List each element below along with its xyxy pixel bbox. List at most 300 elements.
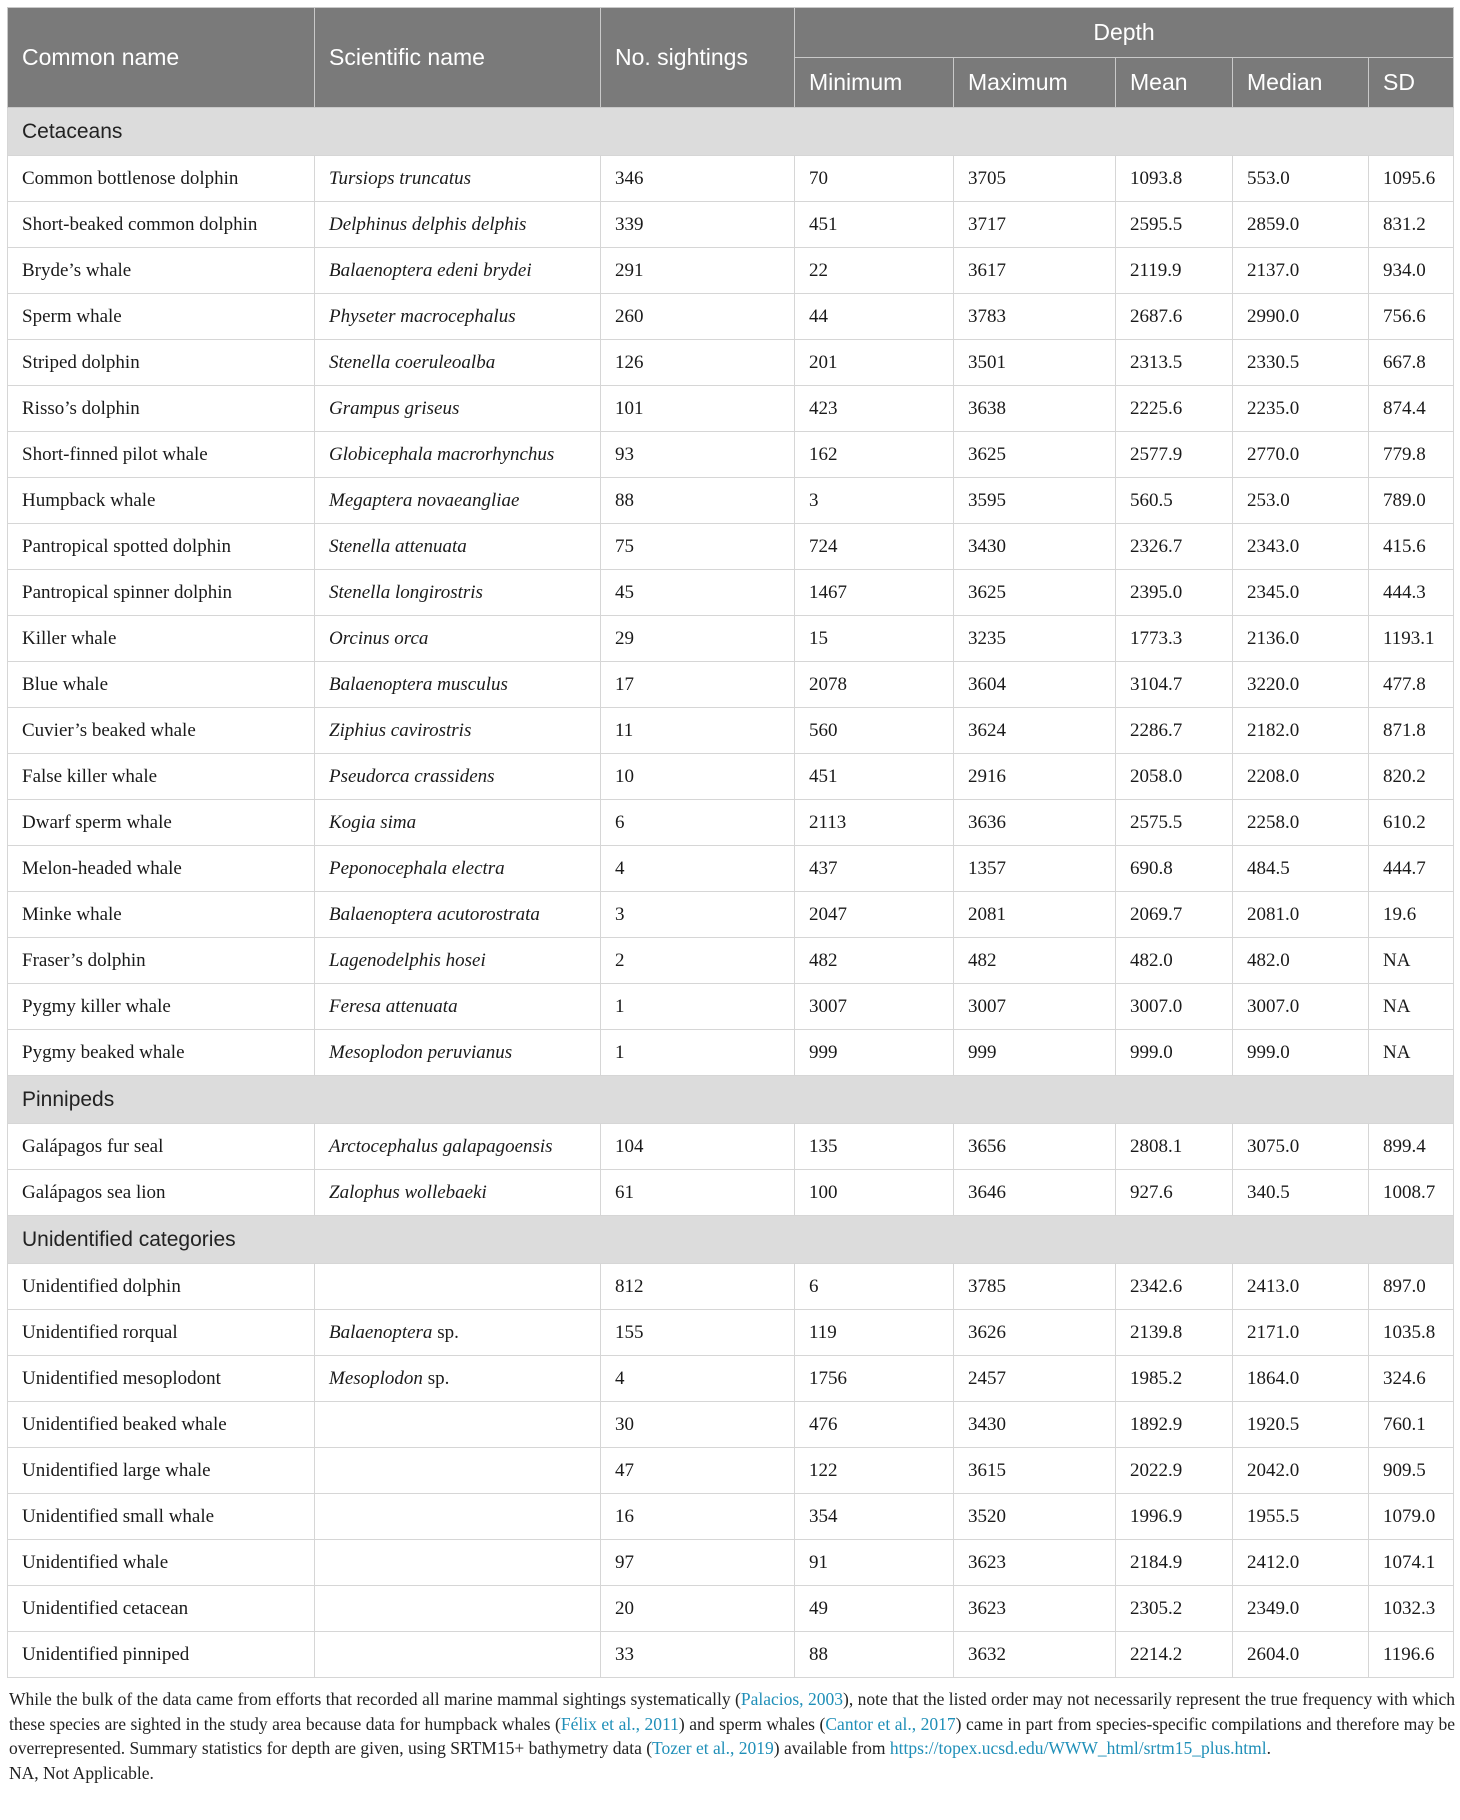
cell-sightings: 33 (601, 1632, 795, 1678)
cell-common-name: Unidentified rorqual (8, 1310, 315, 1356)
cell-maximum: 3501 (954, 340, 1116, 386)
scientific-name-italic: Kogia sima (329, 811, 417, 833)
cell-sightings: 126 (601, 340, 795, 386)
scientific-name-italic: Zalophus wollebaeki (329, 1181, 487, 1203)
table-container (7, 7, 1456, 1785)
cell-maximum: 2916 (954, 754, 1116, 800)
cell-sightings: 104 (601, 1124, 795, 1170)
cell-median: 2136.0 (1233, 616, 1369, 662)
cell-common-name: Galápagos sea lion (8, 1170, 315, 1216)
scientific-name-italic: Megaptera novaeangliae (329, 489, 520, 511)
cell-minimum: 451 (795, 202, 954, 248)
cell-sightings: 47 (601, 1448, 795, 1494)
table-row (8, 892, 1454, 938)
cell-minimum: 100 (795, 1170, 954, 1216)
cell-median: 1920.5 (1233, 1402, 1369, 1448)
table-row (8, 1170, 1454, 1216)
cell-scientific-name (315, 1540, 601, 1586)
scientific-name-italic: Feresa attenuata (329, 995, 458, 1017)
section-row (8, 1216, 1454, 1264)
cell-common-name: Pygmy killer whale (8, 984, 315, 1030)
cell-minimum: 22 (795, 248, 954, 294)
cell-minimum: 451 (795, 754, 954, 800)
cell-mean: 927.6 (1116, 1170, 1233, 1216)
cell-maximum: 3615 (954, 1448, 1116, 1494)
cell-median: 3007.0 (1233, 984, 1369, 1030)
cell-sd: 415.6 (1369, 524, 1454, 570)
cell-sd: 610.2 (1369, 800, 1454, 846)
cell-sd: 909.5 (1369, 1448, 1454, 1494)
table-row (8, 294, 1454, 340)
header-median: Median (1233, 58, 1369, 108)
cell-median: 553.0 (1233, 156, 1369, 202)
cell-sightings: 11 (601, 708, 795, 754)
cell-sightings: 88 (601, 478, 795, 524)
cell-common-name: Sperm whale (8, 294, 315, 340)
cell-sd: 1095.6 (1369, 156, 1454, 202)
scientific-name-italic: Mesoplodon peruvianus (329, 1041, 513, 1063)
cell-median: 3220.0 (1233, 662, 1369, 708)
cell-median: 340.5 (1233, 1170, 1369, 1216)
cell-maximum: 3617 (954, 248, 1116, 294)
cell-sd: 19.6 (1369, 892, 1454, 938)
cell-minimum: 482 (795, 938, 954, 984)
cell-maximum: 2081 (954, 892, 1116, 938)
header-mean: Mean (1116, 58, 1233, 108)
table-row (8, 570, 1454, 616)
cell-sd: 779.8 (1369, 432, 1454, 478)
scientific-name-suffix: sp. (432, 1321, 459, 1343)
scientific-name-italic: Pseudorca crassidens (329, 765, 495, 787)
scientific-name-italic: Ziphius cavirostris (329, 719, 472, 741)
scientific-name-italic: Arctocephalus galapagoensis (329, 1135, 553, 1157)
cell-sd: 874.4 (1369, 386, 1454, 432)
cell-sd: 1008.7 (1369, 1170, 1454, 1216)
cell-maximum: 3632 (954, 1632, 1116, 1678)
cell-minimum: 999 (795, 1030, 954, 1076)
cell-common-name: Unidentified mesoplodont (8, 1356, 315, 1402)
cell-sd: 871.8 (1369, 708, 1454, 754)
cell-scientific-name (315, 708, 601, 754)
section-title: Cetaceans (8, 108, 1454, 156)
ref-palacios-link[interactable]: Palacios, 2003 (740, 1689, 844, 1709)
header-scientific-name: Scientific name (315, 8, 601, 108)
cell-sightings: 16 (601, 1494, 795, 1540)
cell-sightings: 75 (601, 524, 795, 570)
cell-common-name: Killer whale (8, 616, 315, 662)
cell-common-name: Dwarf sperm whale (8, 800, 315, 846)
cell-maximum: 3705 (954, 156, 1116, 202)
cell-common-name: Minke whale (8, 892, 315, 938)
cell-sightings: 6 (601, 800, 795, 846)
cell-mean: 2184.9 (1116, 1540, 1233, 1586)
cell-maximum: 1357 (954, 846, 1116, 892)
cell-sd: 760.1 (1369, 1402, 1454, 1448)
cell-maximum: 3430 (954, 524, 1116, 570)
ref-tozer-link[interactable]: Tozer et al., 2019 (652, 1738, 774, 1758)
cell-sightings: 20 (601, 1586, 795, 1632)
cell-minimum: 354 (795, 1494, 954, 1540)
cell-sd: 831.2 (1369, 202, 1454, 248)
cell-common-name: False killer whale (8, 754, 315, 800)
cell-sd: 667.8 (1369, 340, 1454, 386)
cell-mean: 2395.0 (1116, 570, 1233, 616)
cell-median: 2171.0 (1233, 1310, 1369, 1356)
cell-scientific-name (315, 1264, 601, 1310)
cell-mean: 1093.8 (1116, 156, 1233, 202)
cell-sd: 324.6 (1369, 1356, 1454, 1402)
cell-sd: 820.2 (1369, 754, 1454, 800)
scientific-name-italic: Stenella attenuata (329, 535, 467, 557)
cell-median: 253.0 (1233, 478, 1369, 524)
cell-maximum: 3604 (954, 662, 1116, 708)
cell-sd: 1032.3 (1369, 1586, 1454, 1632)
cell-maximum: 3430 (954, 1402, 1116, 1448)
cell-minimum: 201 (795, 340, 954, 386)
cell-sightings: 812 (601, 1264, 795, 1310)
cell-common-name: Fraser’s dolphin (8, 938, 315, 984)
cell-sightings: 61 (601, 1170, 795, 1216)
table-row (8, 938, 1454, 984)
cell-minimum: 162 (795, 432, 954, 478)
cell-sightings: 155 (601, 1310, 795, 1356)
cell-sd: 756.6 (1369, 294, 1454, 340)
cell-minimum: 44 (795, 294, 954, 340)
cell-maximum: 3623 (954, 1540, 1116, 1586)
cell-minimum: 122 (795, 1448, 954, 1494)
cell-sd: 897.0 (1369, 1264, 1454, 1310)
cell-mean: 2595.5 (1116, 202, 1233, 248)
srtm15-url-link[interactable]: https://topex.ucsd.edu/WWW_html/srtm15_plus.html (889, 1738, 1267, 1758)
cell-sightings: 346 (601, 156, 795, 202)
cell-median: 2258.0 (1233, 800, 1369, 846)
cell-common-name: Pygmy beaked whale (8, 1030, 315, 1076)
table-footnote (7, 1687, 1457, 1785)
cell-sd: NA (1369, 1030, 1454, 1076)
cell-maximum: 3785 (954, 1264, 1116, 1310)
scientific-name-italic: Globicephala macrorhynchus (329, 443, 555, 465)
cell-mean: 1996.9 (1116, 1494, 1233, 1540)
cell-common-name: Short-finned pilot whale (8, 432, 315, 478)
cell-scientific-name (315, 1402, 601, 1448)
cell-maximum: 3007 (954, 984, 1116, 1030)
ref-felix-link[interactable]: Félix et al., 2011 (560, 1713, 679, 1734)
cell-maximum: 3235 (954, 616, 1116, 662)
table-row (8, 156, 1454, 202)
cell-mean: 1985.2 (1116, 1356, 1233, 1402)
cell-common-name: Pantropical spotted dolphin (8, 524, 315, 570)
cell-scientific-name (315, 386, 601, 432)
cell-scientific-name (315, 1170, 601, 1216)
cell-minimum: 437 (795, 846, 954, 892)
cell-sightings: 291 (601, 248, 795, 294)
cell-scientific-name (315, 1586, 601, 1632)
cell-maximum: 3783 (954, 294, 1116, 340)
cell-sightings: 93 (601, 432, 795, 478)
cell-common-name: Blue whale (8, 662, 315, 708)
cell-mean: 482.0 (1116, 938, 1233, 984)
cell-maximum: 3646 (954, 1170, 1116, 1216)
cell-scientific-name (315, 294, 601, 340)
cell-scientific-name (315, 478, 601, 524)
section-title: Pinnipeds (8, 1076, 1454, 1124)
cell-sd: 789.0 (1369, 478, 1454, 524)
cell-median: 2990.0 (1233, 294, 1369, 340)
cell-scientific-name (315, 616, 601, 662)
scientific-name-italic: Tursiops truncatus (329, 167, 472, 189)
cell-sightings: 1 (601, 1030, 795, 1076)
table-row (8, 754, 1454, 800)
cell-maximum: 999 (954, 1030, 1116, 1076)
scientific-name-italic: Balaenoptera musculus (329, 673, 508, 695)
cell-minimum: 3 (795, 478, 954, 524)
cell-mean: 2305.2 (1116, 1586, 1233, 1632)
cell-maximum: 3625 (954, 432, 1116, 478)
table-row (8, 616, 1454, 662)
cell-common-name: Risso’s dolphin (8, 386, 315, 432)
cell-common-name: Bryde’s whale (8, 248, 315, 294)
cell-median: 2604.0 (1233, 1632, 1369, 1678)
header-sd: SD (1369, 58, 1454, 108)
cell-median: 2412.0 (1233, 1540, 1369, 1586)
scientific-name-italic: Mesoplodon (329, 1367, 423, 1389)
cell-maximum: 3636 (954, 800, 1116, 846)
cell-minimum: 70 (795, 156, 954, 202)
cell-mean: 999.0 (1116, 1030, 1233, 1076)
cell-minimum: 1756 (795, 1356, 954, 1402)
cell-scientific-name (315, 248, 601, 294)
cell-scientific-name (315, 340, 601, 386)
cell-median: 2137.0 (1233, 248, 1369, 294)
cell-scientific-name (315, 1030, 601, 1076)
footnote-text: ), note that the listed order may not necessarily represent the true frequency with which these species are sighted in the study area because data for humpback whales ( (9, 1689, 1455, 1734)
cell-maximum: 3656 (954, 1124, 1116, 1170)
cell-minimum: 49 (795, 1586, 954, 1632)
cell-sightings: 4 (601, 1356, 795, 1402)
scientific-name-italic: Orcinus orca (329, 627, 429, 649)
table-row (8, 1030, 1454, 1076)
cell-scientific-name (315, 1632, 601, 1678)
cell-scientific-name (315, 984, 601, 1030)
cell-maximum: 3717 (954, 202, 1116, 248)
table-row (8, 1402, 1454, 1448)
cell-sightings: 45 (601, 570, 795, 616)
cell-common-name: Striped dolphin (8, 340, 315, 386)
scientific-name-italic: Grampus griseus (329, 397, 460, 419)
table-row (8, 1632, 1454, 1678)
cell-scientific-name (315, 846, 601, 892)
cell-median: 2859.0 (1233, 202, 1369, 248)
cell-scientific-name (315, 570, 601, 616)
cell-minimum: 91 (795, 1540, 954, 1586)
table-row (8, 708, 1454, 754)
cell-median: 2413.0 (1233, 1264, 1369, 1310)
cell-sd: 1035.8 (1369, 1310, 1454, 1356)
cell-mean: 2342.6 (1116, 1264, 1233, 1310)
table-row (8, 432, 1454, 478)
cell-common-name: Unidentified pinniped (8, 1632, 315, 1678)
cell-common-name: Unidentified large whale (8, 1448, 315, 1494)
cell-sd: NA (1369, 984, 1454, 1030)
sightings-depth-table (7, 7, 1454, 1678)
cell-minimum: 3007 (795, 984, 954, 1030)
cell-common-name: Unidentified whale (8, 1540, 315, 1586)
cell-scientific-name (315, 938, 601, 984)
cell-mean: 2214.2 (1116, 1632, 1233, 1678)
scientific-name-italic: Balaenoptera edeni brydei (329, 259, 532, 281)
footnote-text: . (1266, 1738, 1271, 1758)
cell-minimum: 476 (795, 1402, 954, 1448)
na-note: NA, Not Applicable. (9, 1762, 154, 1783)
cell-mean: 3007.0 (1116, 984, 1233, 1030)
cell-sightings: 2 (601, 938, 795, 984)
table-row (8, 1494, 1454, 1540)
cell-median: 1864.0 (1233, 1356, 1369, 1402)
footnote-text: ) available from (773, 1738, 890, 1758)
cell-scientific-name (315, 662, 601, 708)
scientific-name-italic: Stenella longirostris (329, 581, 483, 603)
cell-mean: 690.8 (1116, 846, 1233, 892)
scientific-name-italic: Lagenodelphis hosei (329, 949, 486, 971)
table-row (8, 984, 1454, 1030)
cell-minimum: 2113 (795, 800, 954, 846)
cell-minimum: 560 (795, 708, 954, 754)
cell-maximum: 3626 (954, 1310, 1116, 1356)
cell-median: 999.0 (1233, 1030, 1369, 1076)
scientific-name-italic: Stenella coeruleoalba (329, 351, 496, 373)
cell-median: 2081.0 (1233, 892, 1369, 938)
cell-sightings: 17 (601, 662, 795, 708)
table-row (8, 1540, 1454, 1586)
footnote-text: While the bulk of the data came from efforts that recorded all marine mammal sightings systematically ( (9, 1689, 741, 1709)
cell-maximum: 3624 (954, 708, 1116, 754)
table-row (8, 248, 1454, 294)
table-row (8, 1356, 1454, 1402)
header-maximum: Maximum (954, 58, 1116, 108)
table-row (8, 800, 1454, 846)
cell-common-name: Cuvier’s beaked whale (8, 708, 315, 754)
cell-sightings: 260 (601, 294, 795, 340)
cell-mean: 2577.9 (1116, 432, 1233, 478)
cell-mean: 2808.1 (1116, 1124, 1233, 1170)
cell-mean: 2058.0 (1116, 754, 1233, 800)
cell-scientific-name (315, 800, 601, 846)
cell-scientific-name (315, 524, 601, 570)
cell-mean: 2119.9 (1116, 248, 1233, 294)
cell-median: 484.5 (1233, 846, 1369, 892)
cell-common-name: Galápagos fur seal (8, 1124, 315, 1170)
cell-sightings: 30 (601, 1402, 795, 1448)
cell-median: 2349.0 (1233, 1586, 1369, 1632)
scientific-name-suffix: sp. (422, 1367, 450, 1389)
cell-maximum: 3625 (954, 570, 1116, 616)
cell-common-name: Unidentified cetacean (8, 1586, 315, 1632)
cell-maximum: 3520 (954, 1494, 1116, 1540)
section-title: Unidentified categories (8, 1216, 1454, 1264)
scientific-name-italic: Balaenoptera acutorostrata (329, 903, 540, 925)
cell-mean: 2313.5 (1116, 340, 1233, 386)
cell-sd: 444.3 (1369, 570, 1454, 616)
cell-sd: 1196.6 (1369, 1632, 1454, 1678)
cell-median: 2042.0 (1233, 1448, 1369, 1494)
header-sightings: No. sightings (601, 8, 795, 108)
cell-scientific-name (315, 202, 601, 248)
cell-median: 482.0 (1233, 938, 1369, 984)
cell-scientific-name (315, 156, 601, 202)
cell-median: 1955.5 (1233, 1494, 1369, 1540)
cell-sd: 899.4 (1369, 1124, 1454, 1170)
cell-median: 2345.0 (1233, 570, 1369, 616)
cell-sd: NA (1369, 938, 1454, 984)
footnote-text: ) and sperm whales ( (678, 1713, 826, 1734)
cell-mean: 2687.6 (1116, 294, 1233, 340)
cell-minimum: 119 (795, 1310, 954, 1356)
cell-sightings: 101 (601, 386, 795, 432)
cell-common-name: Pantropical spinner dolphin (8, 570, 315, 616)
cell-scientific-name (315, 432, 601, 478)
cell-scientific-name (315, 1124, 601, 1170)
cell-sd: 1074.1 (1369, 1540, 1454, 1586)
section-row (8, 1076, 1454, 1124)
cell-mean: 3104.7 (1116, 662, 1233, 708)
cell-sd: 1193.1 (1369, 616, 1454, 662)
cell-sd: 1079.0 (1369, 1494, 1454, 1540)
cell-minimum: 6 (795, 1264, 954, 1310)
cell-maximum: 3638 (954, 386, 1116, 432)
cell-mean: 560.5 (1116, 478, 1233, 524)
cell-maximum: 3623 (954, 1586, 1116, 1632)
cell-scientific-name (315, 1310, 601, 1356)
section-row (8, 108, 1454, 156)
cell-maximum: 482 (954, 938, 1116, 984)
cell-sd: 477.8 (1369, 662, 1454, 708)
cell-common-name: Common bottlenose dolphin (8, 156, 315, 202)
table-row (8, 1124, 1454, 1170)
cell-median: 2770.0 (1233, 432, 1369, 478)
table-row (8, 386, 1454, 432)
ref-cantor-link[interactable]: Cantor et al., 2017 (825, 1713, 956, 1734)
cell-sd: 444.7 (1369, 846, 1454, 892)
cell-sightings: 3 (601, 892, 795, 938)
table-row (8, 202, 1454, 248)
scientific-name-italic: Balaenoptera (329, 1321, 433, 1343)
cell-scientific-name (315, 1494, 601, 1540)
header-depth: Depth (795, 8, 1454, 58)
table-row (8, 662, 1454, 708)
cell-scientific-name (315, 1448, 601, 1494)
header-common-name: Common name (8, 8, 315, 108)
cell-common-name: Short-beaked common dolphin (8, 202, 315, 248)
scientific-name-italic: Delphinus delphis delphis (329, 213, 527, 235)
cell-minimum: 2047 (795, 892, 954, 938)
cell-median: 2330.5 (1233, 340, 1369, 386)
cell-minimum: 1467 (795, 570, 954, 616)
cell-minimum: 88 (795, 1632, 954, 1678)
cell-minimum: 724 (795, 524, 954, 570)
cell-minimum: 15 (795, 616, 954, 662)
cell-common-name: Unidentified dolphin (8, 1264, 315, 1310)
cell-sightings: 29 (601, 616, 795, 662)
cell-mean: 1773.3 (1116, 616, 1233, 662)
cell-median: 2208.0 (1233, 754, 1369, 800)
cell-scientific-name (315, 754, 601, 800)
table-row (8, 846, 1454, 892)
cell-scientific-name (315, 1356, 601, 1402)
cell-minimum: 135 (795, 1124, 954, 1170)
table-row (8, 1310, 1454, 1356)
cell-mean: 1892.9 (1116, 1402, 1233, 1448)
scientific-name-italic: Physeter macrocephalus (329, 305, 516, 327)
